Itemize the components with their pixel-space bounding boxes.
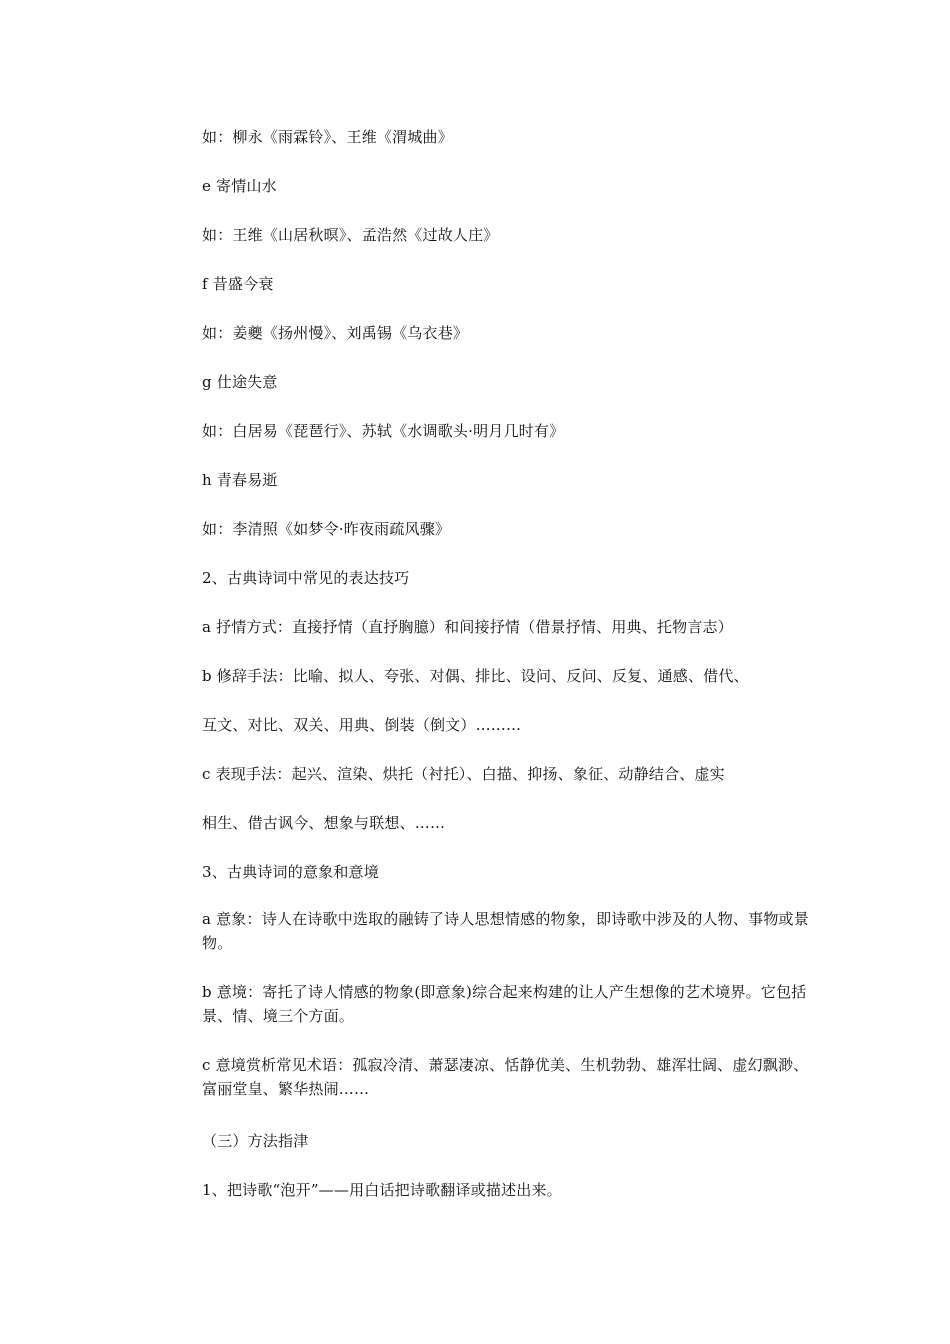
heading-item-g: g 仕途失意 bbox=[202, 373, 278, 391]
section-heading-3: 3、古典诗词的意象和意境 bbox=[202, 863, 379, 881]
paragraph-example-liuyong: 如：柳永《雨霖铃》、王维《渭城曲》 bbox=[202, 128, 453, 146]
paragraph-rhetoric-line2: 互文、对比、双关、用典、倒装（倒文）……… bbox=[202, 716, 522, 734]
paragraph-expression-line1: c 表现手法：起兴、渲染、烘托（衬托）、白描、抑扬、象征、动静结合、虚实 bbox=[202, 765, 725, 783]
heading-item-e: e 寄情山水 bbox=[202, 177, 277, 195]
paragraph-rhetoric-line1: b 修辞手法：比喻、拟人、夸张、对偶、排比、设问、反问、反复、通感、借代、 bbox=[202, 667, 749, 685]
paragraph-method-1: 1、把诗歌“泡开”——用白话把诗歌翻译或描述出来。 bbox=[202, 1181, 562, 1199]
heading-item-h: h 青春易逝 bbox=[202, 471, 278, 489]
paragraph-lyric-methods: a 抒情方式：直接抒情（直抒胸臆）和间接抒情（借景抒情、用典、托物言志） bbox=[202, 618, 733, 636]
paragraph-example-wangwei: 如：王维《山居秋暝》、孟浩然《过故人庄》 bbox=[202, 226, 499, 244]
paragraph-imagery: a 意象：诗人在诗歌中选取的融铸了诗人思想情感的物象，即诗歌中涉及的人物、事物或景物。 bbox=[202, 910, 809, 952]
paragraph-expression-line2: 相生、借古讽今、想象与联想、…… bbox=[202, 814, 446, 832]
paragraph-common-terms: c 意境赏析常见术语：孤寂冷清、萧瑟凄凉、恬静优美、生机勃勃、雄浑壮阔、虚幻飘渺、富丽堂皇、繁华热闹…… bbox=[202, 1056, 809, 1098]
paragraph-artistic-conception: b 意境：寄托了诗人情感的物象(即意象)综合起来构建的让人产生想像的艺术境界。它包括景、情、境三个方面。 bbox=[202, 983, 807, 1025]
paragraph-example-jiangkui: 如：姜夔《扬州慢》、刘禹锡《乌衣巷》 bbox=[202, 324, 469, 342]
section-heading-methods: （三）方法指津 bbox=[202, 1132, 309, 1150]
paragraph-example-liqingzhao: 如：李清照《如梦令·昨夜雨疏风骤》 bbox=[202, 520, 451, 538]
heading-item-f: f 昔盛今衰 bbox=[202, 275, 274, 293]
paragraph-example-baijuyi: 如：白居易《琵琶行》、苏轼《水调歌头·明月几时有》 bbox=[202, 422, 565, 440]
section-heading-2: 2、古典诗词中常见的表达技巧 bbox=[202, 569, 410, 587]
